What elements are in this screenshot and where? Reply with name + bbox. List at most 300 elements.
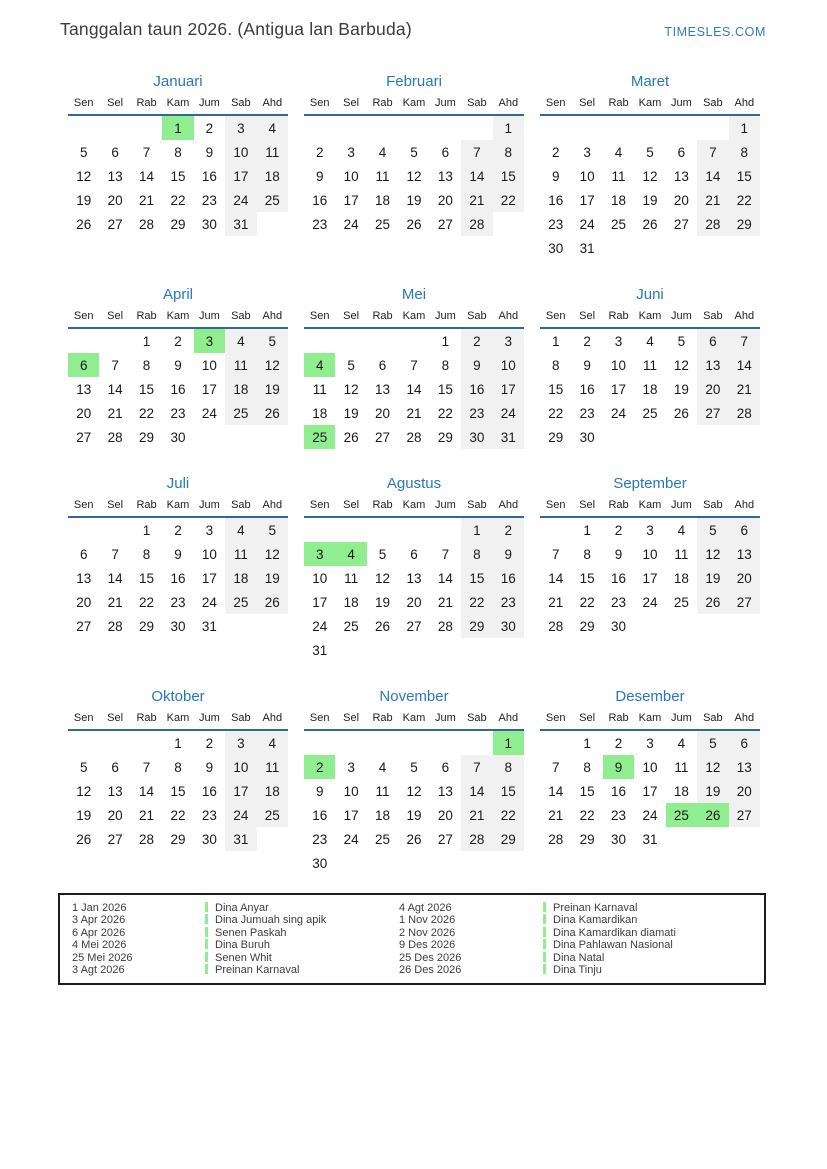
empty-cell [540, 518, 571, 542]
day-cell: 24 [611, 405, 627, 421]
day-cell: 20 [437, 807, 453, 823]
weekday-label: Sel [107, 97, 124, 109]
weekday-label: Kam [638, 310, 662, 322]
empty-cell [697, 236, 728, 260]
day-cell: 9 [603, 755, 634, 779]
day-cell: 21 [107, 405, 123, 421]
day-cell: 13 [437, 783, 453, 799]
empty-cell [493, 212, 524, 236]
days-grid [540, 518, 760, 638]
day-cell: 10 [642, 759, 658, 775]
empty-cell [304, 731, 335, 755]
day-cell: 29 [170, 216, 186, 232]
holiday-marker-icon [205, 914, 208, 924]
day-cell: 3 [493, 329, 524, 353]
day-cell: 21 [729, 377, 760, 401]
day-cell: 20 [375, 405, 391, 421]
day-cell: 31 [201, 618, 217, 634]
month-desember [540, 687, 760, 851]
brand-link[interactable]: TIMESLES.COM [664, 25, 766, 39]
empty-cell [729, 425, 760, 449]
day-cell: 17 [225, 779, 256, 803]
weekday-label: Sel [579, 712, 596, 724]
day-cell: 4 [304, 353, 335, 377]
holiday-marker-icon [543, 964, 546, 974]
weekday-label: Rab [136, 499, 157, 511]
day-cell: 28 [406, 429, 422, 445]
day-cell: 11 [257, 755, 288, 779]
empty-cell [99, 518, 130, 542]
day-cell: 18 [673, 783, 689, 799]
holiday-date: 9 Des 2026 [399, 939, 456, 952]
weekday-label: Sab [467, 712, 487, 724]
weekday-label: Jum [435, 712, 456, 724]
weekday-label: Kam [166, 97, 190, 109]
holiday-marker-icon [543, 914, 546, 924]
empty-cell [398, 731, 429, 755]
day-cell: 14 [461, 164, 492, 188]
day-cell: 8 [551, 357, 560, 373]
day-cell: 6 [111, 144, 119, 160]
empty-cell [335, 638, 366, 662]
day-cell: 22 [437, 405, 453, 421]
day-cell: 29 [493, 827, 524, 851]
weekday-label: Sel [343, 310, 360, 322]
day-cell: 29 [437, 429, 453, 445]
day-cell: 16 [312, 192, 328, 208]
empty-cell [666, 236, 697, 260]
day-cell: 15 [170, 168, 186, 184]
empty-cell [367, 116, 398, 140]
day-cell: 13 [697, 353, 728, 377]
day-cell: 24 [225, 803, 256, 827]
weekday-label: Jum [435, 310, 456, 322]
day-cell: 12 [673, 357, 689, 373]
empty-cell [398, 116, 429, 140]
weekday-label: Ahd [498, 499, 519, 511]
day-cell: 6 [677, 144, 686, 160]
day-cell: 25 [343, 618, 359, 634]
day-cell: 28 [139, 216, 155, 232]
day-cell: 2 [551, 144, 560, 160]
day-cell: 4 [335, 542, 366, 566]
day-cell: 11 [257, 140, 288, 164]
day-cell: 17 [312, 594, 328, 610]
day-cell: 13 [406, 570, 422, 586]
holiday-name-text: Dina Jumuah sing apik [215, 914, 327, 927]
day-cell: 22 [548, 405, 564, 421]
empty-cell [398, 851, 429, 875]
day-cell: 7 [142, 759, 151, 775]
day-cell: 22 [493, 188, 524, 212]
empty-cell [634, 236, 665, 260]
day-cell: 14 [729, 353, 760, 377]
day-cell: 17 [201, 570, 217, 586]
day-cell: 19 [673, 381, 689, 397]
day-cell: 13 [76, 570, 92, 586]
empty-cell [194, 425, 225, 449]
day-cell: 29 [170, 831, 186, 847]
weekday-label: Rab [608, 712, 629, 724]
holiday-name [205, 952, 399, 964]
weekday-label: Kam [402, 310, 426, 322]
empty-cell [257, 212, 288, 236]
holiday-marker-icon [543, 927, 546, 937]
day-cell: 12 [257, 353, 288, 377]
day-cell: 5 [697, 731, 728, 755]
day-cell: 12 [697, 755, 728, 779]
weekday-label: Rab [608, 310, 629, 322]
day-cell: 24 [579, 216, 595, 232]
day-cell: 28 [437, 618, 453, 634]
day-cell: 19 [76, 192, 92, 208]
day-cell: 10 [225, 140, 256, 164]
days-grid [304, 518, 524, 662]
month-title: Februari [386, 73, 442, 90]
weekday-label: Jum [199, 97, 220, 109]
day-cell: 20 [406, 594, 422, 610]
empty-cell [99, 731, 130, 755]
day-cell: 11 [375, 783, 390, 799]
day-cell: 10 [611, 357, 627, 373]
holiday-name [205, 927, 399, 939]
empty-cell [603, 116, 634, 140]
day-cell: 17 [343, 807, 359, 823]
empty-cell [571, 116, 602, 140]
day-cell: 6 [378, 357, 387, 373]
day-cell: 13 [107, 168, 123, 184]
days-grid [304, 329, 524, 449]
day-cell: 25 [666, 803, 697, 827]
weekday-header-row [68, 497, 288, 518]
day-cell: 5 [646, 144, 654, 160]
day-cell: 30 [579, 429, 595, 445]
day-cell: 13 [375, 381, 391, 397]
holiday-date: 25 Mei 2026 [72, 951, 133, 964]
day-cell: 6 [410, 546, 418, 562]
day-cell: 23 [611, 594, 627, 610]
holiday-date: 1 Jan 2026 [72, 902, 127, 914]
weekday-label: Rab [608, 499, 629, 511]
day-cell: 18 [375, 807, 391, 823]
weekday-label: Sel [343, 97, 360, 109]
day-cell: 12 [642, 168, 658, 184]
day-cell: 26 [697, 590, 728, 614]
day-cell: 26 [343, 429, 359, 445]
weekday-label: Sen [545, 499, 566, 511]
day-cell: 9 [315, 168, 324, 184]
day-cell: 1 [493, 116, 524, 140]
day-cell: 26 [76, 831, 92, 847]
day-cell: 19 [76, 807, 92, 823]
day-cell: 30 [170, 429, 186, 445]
empty-cell [367, 518, 398, 542]
weekday-label: Kam [166, 310, 190, 322]
day-cell: 28 [107, 618, 123, 634]
holiday-marker-icon [205, 952, 208, 962]
day-cell: 14 [697, 164, 728, 188]
weekday-label: Jum [435, 499, 456, 511]
weekday-label: Sab [231, 712, 251, 724]
day-cell: 8 [583, 759, 591, 775]
day-cell: 28 [548, 831, 564, 847]
month-title: Juli [166, 475, 190, 492]
day-cell: 4 [614, 144, 623, 160]
empty-cell [634, 116, 665, 140]
day-cell: 11 [225, 353, 256, 377]
weekday-label: Jum [199, 310, 220, 322]
weekday-label: Sab [703, 499, 723, 511]
day-cell: 8 [493, 755, 524, 779]
days-grid [68, 116, 288, 236]
weekday-header-row [304, 710, 524, 731]
day-cell: 11 [642, 357, 657, 373]
day-cell: 1 [142, 522, 151, 538]
empty-cell [430, 731, 461, 755]
empty-cell [335, 329, 366, 353]
weekday-label: Kam [402, 97, 426, 109]
day-cell: 22 [170, 192, 186, 208]
day-cell: 28 [107, 429, 123, 445]
empty-cell [398, 638, 429, 662]
weekday-label: Sen [309, 499, 330, 511]
day-cell: 23 [201, 192, 217, 208]
day-cell: 21 [461, 803, 492, 827]
day-cell: 15 [139, 570, 155, 586]
day-cell: 22 [579, 594, 595, 610]
empty-cell [430, 518, 461, 542]
day-cell: 22 [170, 807, 186, 823]
days-grid [68, 731, 288, 851]
day-cell: 30 [611, 618, 627, 634]
day-cell: 12 [406, 168, 422, 184]
day-cell: 15 [493, 779, 524, 803]
day-cell: 2 [174, 333, 182, 349]
empty-cell [304, 329, 335, 353]
day-cell: 17 [343, 192, 359, 208]
weekday-label: Sab [703, 310, 723, 322]
day-cell: 17 [642, 783, 658, 799]
day-cell: 3 [646, 735, 654, 751]
weekday-label: Rab [136, 310, 157, 322]
day-cell: 14 [406, 381, 422, 397]
day-cell: 25 [611, 216, 627, 232]
weekday-label: Sab [703, 97, 723, 109]
holiday-name [205, 902, 399, 914]
day-cell: 30 [170, 618, 186, 634]
days-grid [68, 329, 288, 449]
day-cell: 30 [548, 240, 564, 256]
day-cell: 28 [697, 212, 728, 236]
day-cell: 13 [107, 783, 123, 799]
day-cell: 27 [107, 216, 123, 232]
holiday-date: 6 Apr 2026 [72, 926, 126, 939]
day-cell: 27 [437, 831, 453, 847]
day-cell: 27 [406, 618, 422, 634]
day-cell: 6 [79, 546, 88, 562]
day-cell: 30 [312, 855, 328, 871]
day-cell: 30 [201, 831, 217, 847]
day-cell: 18 [312, 405, 328, 421]
weekday-label: Sab [231, 97, 251, 109]
day-cell: 3 [583, 144, 591, 160]
day-cell: 8 [174, 759, 182, 775]
day-cell: 11 [674, 759, 689, 775]
weekday-label: Sen [73, 712, 94, 724]
day-cell: 16 [579, 381, 595, 397]
day-cell: 11 [674, 546, 689, 562]
day-cell: 3 [205, 522, 214, 538]
day-cell: 24 [493, 401, 524, 425]
day-cell: 31 [225, 212, 256, 236]
day-cell: 5 [79, 144, 88, 160]
weekday-label: Rab [608, 97, 629, 109]
holiday-marker-icon [543, 902, 546, 912]
month-juli [68, 474, 288, 638]
day-cell: 14 [548, 783, 564, 799]
empty-cell [367, 851, 398, 875]
weekday-header-row [304, 95, 524, 116]
day-cell: 26 [76, 216, 92, 232]
holiday-name [205, 914, 399, 926]
day-cell: 29 [139, 618, 155, 634]
year-calendar-grid [68, 72, 760, 875]
empty-cell [99, 329, 130, 353]
empty-cell [68, 731, 99, 755]
day-cell: 8 [441, 357, 450, 373]
empty-cell [666, 614, 697, 638]
day-cell: 25 [225, 401, 256, 425]
day-cell: 30 [611, 831, 627, 847]
empty-cell [257, 827, 288, 851]
weekday-header-row [304, 308, 524, 329]
day-cell: 23 [312, 216, 328, 232]
day-cell: 4 [257, 116, 288, 140]
day-cell: 26 [406, 216, 422, 232]
day-cell: 20 [673, 192, 689, 208]
weekday-label: Jum [435, 97, 456, 109]
day-cell: 31 [225, 827, 256, 851]
empty-cell [697, 614, 728, 638]
day-cell: 13 [437, 168, 453, 184]
day-cell: 12 [76, 168, 92, 184]
day-cell: 5 [79, 759, 88, 775]
day-cell: 7 [142, 144, 151, 160]
weekday-label: Sen [73, 97, 94, 109]
weekday-label: Sel [343, 499, 360, 511]
empty-cell [493, 851, 524, 875]
day-cell: 17 [611, 381, 627, 397]
day-cell: 18 [343, 594, 359, 610]
day-cell: 22 [461, 590, 492, 614]
day-cell: 17 [201, 381, 217, 397]
weekday-header-row [304, 497, 524, 518]
holiday-name-text: Dina Kamardikan diamati [553, 926, 676, 939]
day-cell: 12 [257, 542, 288, 566]
holiday-date: 1 Nov 2026 [399, 914, 456, 927]
weekday-header-row [68, 308, 288, 329]
day-cell: 8 [729, 140, 760, 164]
day-cell: 14 [139, 783, 155, 799]
month-title: Maret [630, 73, 670, 90]
holiday-date: 25 Des 2026 [399, 951, 462, 964]
day-cell: 30 [201, 216, 217, 232]
month-title: Agustus [386, 475, 442, 492]
day-cell: 12 [406, 783, 422, 799]
day-cell: 7 [441, 546, 450, 562]
day-cell: 7 [111, 357, 119, 373]
day-cell: 25 [673, 594, 689, 610]
empty-cell [461, 851, 492, 875]
day-cell: 23 [493, 590, 524, 614]
empty-cell [430, 116, 461, 140]
day-cell: 7 [111, 546, 119, 562]
day-cell: 8 [142, 546, 151, 562]
weekday-label: Sen [545, 310, 566, 322]
day-cell: 8 [142, 357, 151, 373]
month-november [304, 687, 524, 875]
day-cell: 18 [673, 570, 689, 586]
weekday-label: Sab [467, 310, 487, 322]
month-maret [540, 72, 760, 260]
empty-cell [666, 827, 697, 851]
day-cell: 15 [139, 381, 155, 397]
holiday-marker-icon [543, 952, 546, 962]
empty-cell [729, 236, 760, 260]
day-cell: 23 [579, 405, 595, 421]
day-cell: 23 [548, 216, 564, 232]
day-cell: 19 [697, 566, 728, 590]
day-cell: 27 [76, 429, 92, 445]
day-cell: 14 [437, 570, 453, 586]
day-cell: 28 [461, 827, 492, 851]
day-cell: 22 [139, 594, 155, 610]
weekday-label: Sel [107, 310, 124, 322]
day-cell: 10 [201, 357, 217, 373]
day-cell: 12 [76, 783, 92, 799]
day-cell: 10 [493, 353, 524, 377]
day-cell: 7 [551, 546, 560, 562]
day-cell: 14 [107, 570, 123, 586]
day-cell: 12 [375, 570, 391, 586]
day-cell: 9 [493, 542, 524, 566]
day-cell: 20 [76, 405, 92, 421]
month-title: Desember [615, 688, 685, 705]
day-cell: 29 [548, 429, 564, 445]
holiday-name-text: Senen Paskah [215, 926, 287, 939]
days-grid [304, 116, 524, 236]
day-cell: 15 [437, 381, 453, 397]
weekday-header-row [68, 95, 288, 116]
holiday-name-text: Dina Kamardikan [553, 914, 638, 927]
weekday-label: Sel [579, 310, 596, 322]
day-cell: 5 [378, 546, 387, 562]
weekday-label: Ahd [262, 499, 283, 511]
day-cell: 19 [406, 192, 422, 208]
day-cell: 2 [583, 333, 591, 349]
day-cell: 15 [548, 381, 564, 397]
weekday-header-row [540, 308, 760, 329]
day-cell: 17 [642, 570, 658, 586]
empty-cell [430, 851, 461, 875]
day-cell: 23 [170, 594, 186, 610]
weekday-label: Rab [136, 712, 157, 724]
empty-cell [540, 731, 571, 755]
empty-cell [729, 614, 760, 638]
day-cell: 31 [493, 425, 524, 449]
weekday-label: Sel [107, 712, 124, 724]
day-cell: 11 [344, 570, 359, 586]
